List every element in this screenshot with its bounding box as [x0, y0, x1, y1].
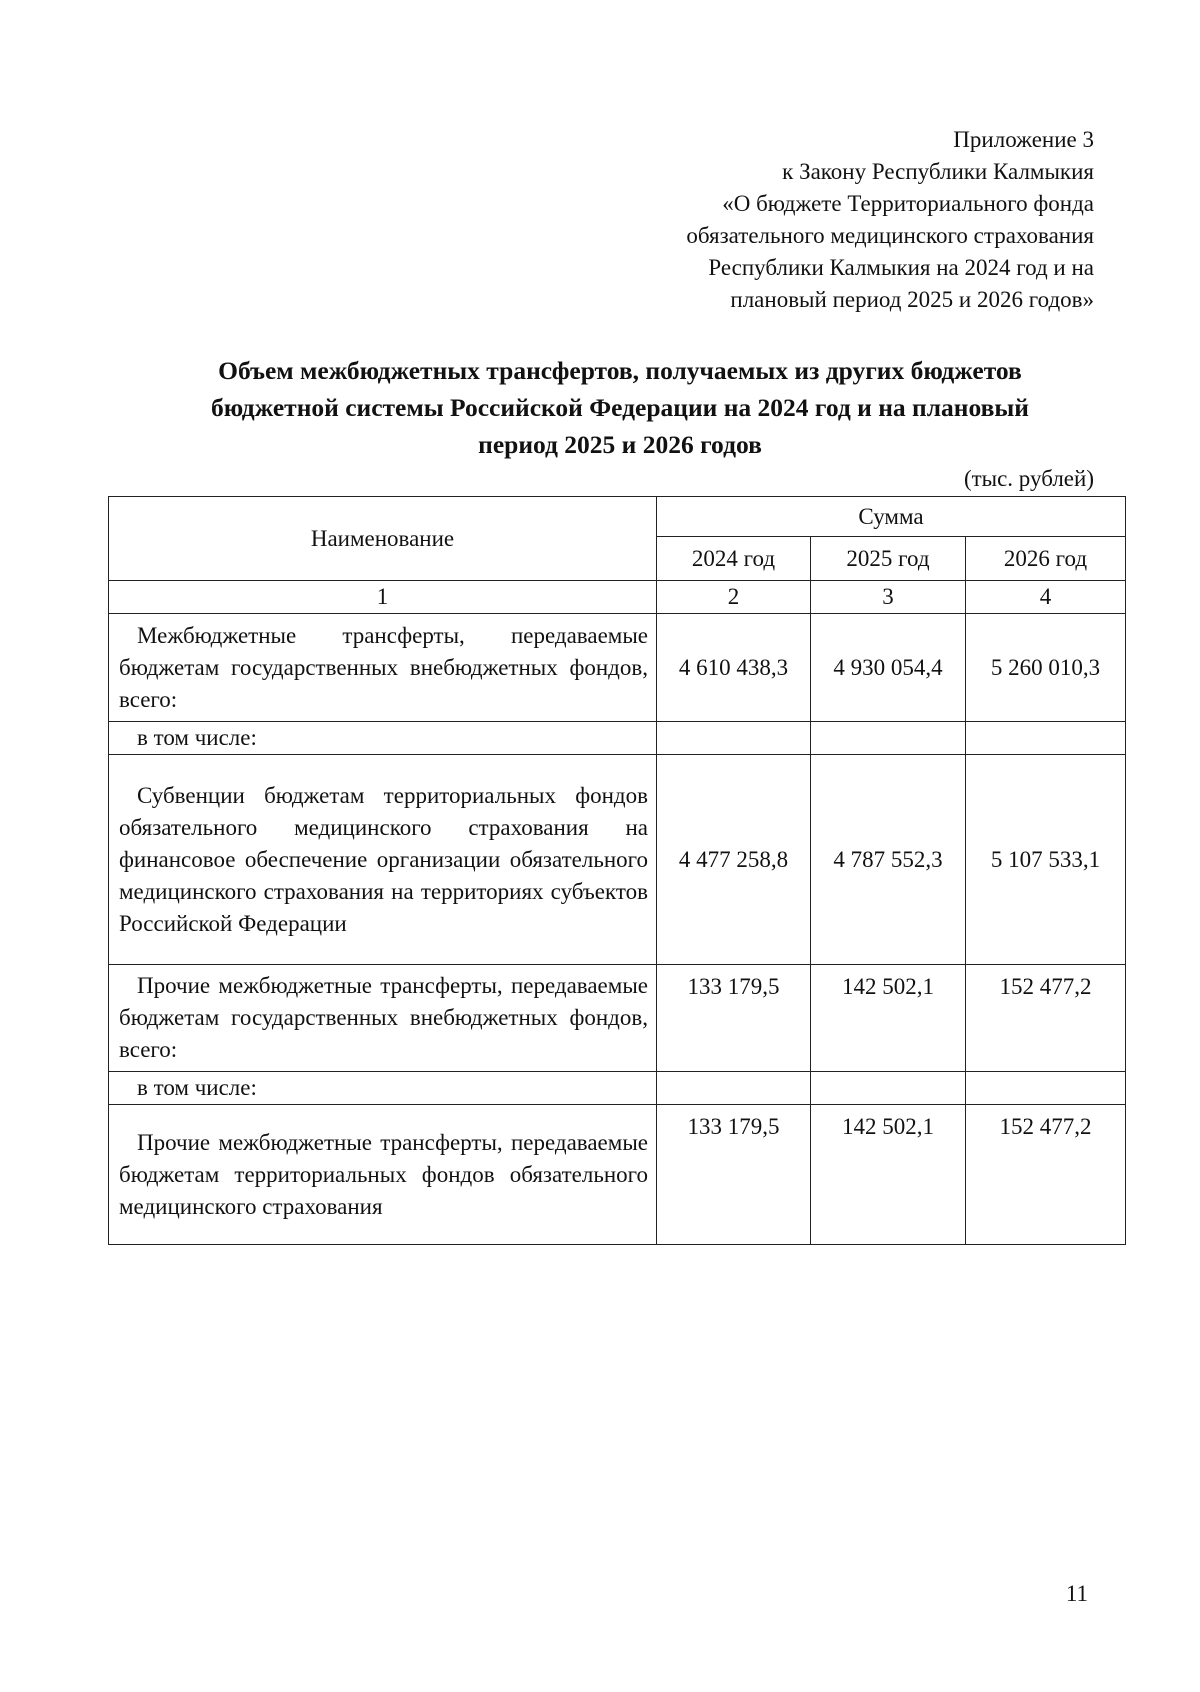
units-label: (тыс. рублей): [963, 466, 1094, 491]
header-sum: Сумма: [657, 497, 1126, 537]
row-value-2024: 133 179,5: [657, 965, 811, 1072]
header-year-2025: 2025 год: [811, 537, 966, 581]
row-name: [109, 965, 657, 1072]
row-name-text: Прочие межбюджетные трансферты, передаваемые бюджетам государственных внебюджетных фондов, всего:: [119, 973, 648, 1062]
title-line: бюджетной системы Российской Федерации на 2024 год и на плановый: [211, 393, 1029, 422]
row-name: [109, 755, 657, 965]
annex-line: обязательного медицинского страхования: [686, 223, 1094, 248]
row-value-2025: 142 502,1: [811, 1105, 966, 1245]
row-value-2025: 142 502,1: [811, 965, 966, 1072]
row-value-2024: 133 179,5: [657, 1105, 811, 1245]
col-number: 4: [966, 581, 1126, 614]
page-number: 11: [1065, 1581, 1088, 1606]
title-line: Объем межбюджетных трансфертов, получаемых из других бюджетов: [218, 356, 1022, 385]
table-row: [109, 722, 1126, 755]
table-row: [109, 1072, 1126, 1105]
empty-cell: [657, 1072, 811, 1105]
header-year-2024: 2024 год: [657, 537, 811, 581]
col-number: 3: [811, 581, 966, 614]
row-value-2024: 4 477 258,8: [657, 755, 811, 965]
table-row: [109, 965, 1126, 1072]
header-row: [109, 497, 1126, 537]
empty-cell: [966, 722, 1126, 755]
empty-cell: [811, 722, 966, 755]
transfers-table: [108, 496, 1126, 1245]
annex-line: плановый период 2025 и 2026 годов»: [730, 287, 1094, 312]
empty-cell: [966, 1072, 1126, 1105]
annex-line: к Закону Республики Калмыкия: [782, 159, 1094, 184]
row-name: в том числе:: [109, 1072, 657, 1105]
row-value-2026: 5 260 010,3: [966, 614, 1126, 722]
row-value-2026: 152 477,2: [966, 1105, 1126, 1245]
empty-cell: [811, 1072, 966, 1105]
annex-line: Приложение 3: [953, 127, 1094, 152]
row-value-2025: 4 930 054,4: [811, 614, 966, 722]
row-name: [109, 614, 657, 722]
table-row: [109, 1105, 1126, 1245]
title-line: период 2025 и 2026 годов: [478, 430, 762, 459]
row-name: [109, 1105, 657, 1245]
row-value-2024: 4 610 438,3: [657, 614, 811, 722]
table-row: [109, 614, 1126, 722]
col-number: 1: [109, 581, 657, 614]
row-name-text: Прочие межбюджетные трансферты, передаваемые бюджетам территориальных фондов обязательного медицинского страхования: [119, 1129, 648, 1219]
document-title: [120, 352, 1120, 463]
row-value-2025: 4 787 552,3: [811, 755, 966, 965]
row-value-2026: 152 477,2: [966, 965, 1126, 1072]
col-number: 2: [657, 581, 811, 614]
header-name: Наименование: [109, 497, 657, 581]
annex-header: [534, 124, 1094, 316]
annex-line: Республики Калмыкия на 2024 год и на: [708, 255, 1094, 280]
row-name: в том числе:: [109, 722, 657, 755]
row-value-2026: 5 107 533,1: [966, 755, 1126, 965]
table-row: [109, 755, 1126, 965]
row-name-text: Межбюджетные трансферты, передаваемые бюджетам государственных внебюджетных фондов, всего:: [119, 622, 648, 712]
row-name-text: Субвенции бюджетам территориальных фондов обязательного медицинского страхования на финансовое обеспечение организации обязательного медицинского страхования на территориях субъектов Российской Федерации: [119, 782, 648, 936]
annex-line: «О бюджете Территориального фонда: [722, 191, 1094, 216]
column-numbers-row: [109, 581, 1126, 614]
header-year-2026: 2026 год: [966, 537, 1126, 581]
empty-cell: [657, 722, 811, 755]
